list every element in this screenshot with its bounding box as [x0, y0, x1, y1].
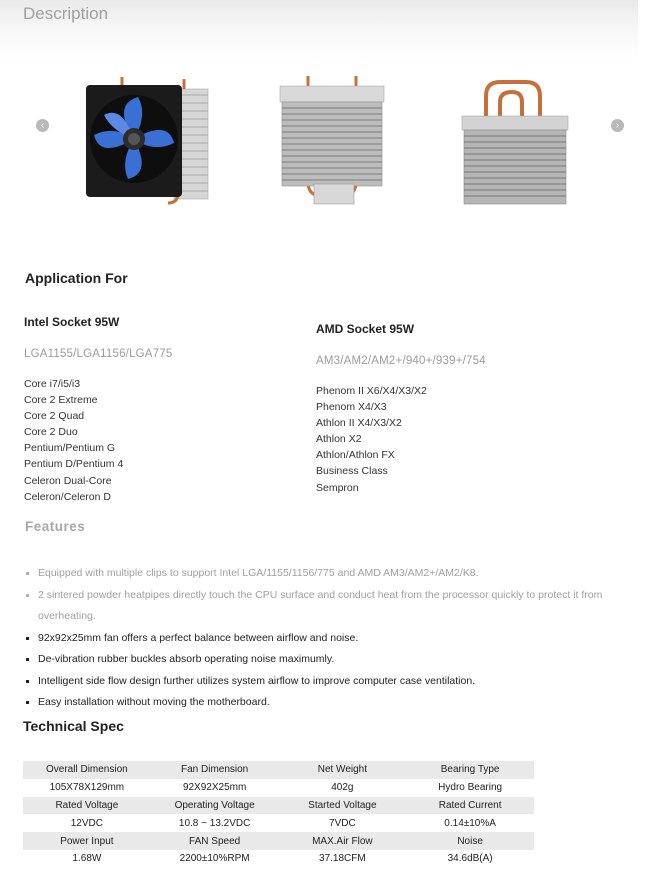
intel-cpu-list	[24, 376, 172, 505]
list-item: 2 sintered powder heatpipes directly touch the CPU surface and conduct heat from the processor quickly to protect it from overheating.	[24, 585, 636, 628]
features-heading: Features	[25, 519, 86, 534]
table-row	[23, 814, 534, 832]
table-cell: 7VDC	[279, 814, 407, 832]
list-item: Phenom II X6/X4/X3/X2	[316, 385, 427, 397]
table-cell: 34.6dB(A)	[406, 850, 534, 868]
technical-spec-heading: Technical Spec	[23, 718, 124, 734]
list-item: De-vibration rubber buckles absorb operating noise maximumly.	[24, 649, 636, 671]
list-item: Pentium/Pentium G	[24, 442, 116, 455]
bullet-icon	[26, 680, 29, 683]
list-item: Celeron/Celeron D	[24, 490, 111, 503]
amd-cpu-list	[316, 383, 486, 496]
bullet-icon	[26, 658, 29, 661]
table-cell: 2200±10%RPM	[151, 850, 279, 868]
product-image-side-view[interactable]	[456, 76, 574, 215]
list-item: Easy installation without moving the motherboard.	[24, 692, 636, 714]
bullet-icon	[26, 572, 29, 575]
table-cell: Fan Dimension	[151, 761, 279, 779]
list-item: 92x92x25mm fan offers a perfect balance between airflow and noise.	[24, 628, 636, 650]
table-cell: Rated Current	[406, 797, 534, 815]
list-item: Core 2 Duo	[24, 426, 78, 439]
table-cell: 37.18CFM	[279, 850, 407, 868]
bullet-icon	[26, 594, 29, 597]
table-cell: 10.8 ~ 13.2VDC	[151, 814, 279, 832]
table-row	[23, 832, 534, 850]
product-image-front-view[interactable]	[274, 72, 390, 213]
list-item: Sempron	[316, 481, 359, 494]
carousel-next-button[interactable]	[611, 119, 624, 132]
list-item: Equipped with multiple clips to support Intel LGA/1155/1156/775 and AMD AM3/AM2+/AM2/K8.	[24, 563, 636, 585]
table-cell: Hydro Bearing	[406, 779, 534, 797]
intel-socket-models: LGA1155/LGA1156/LGA775	[24, 348, 173, 360]
bullet-icon	[26, 701, 29, 704]
chevron-right-icon: ›	[615, 120, 620, 131]
list-item: Celeron Dual-Core	[24, 474, 112, 487]
features-list	[24, 563, 636, 714]
table-cell: Rated Voltage	[23, 797, 151, 815]
list-item: Athlon X2	[316, 433, 362, 446]
description-title: Description	[23, 4, 109, 23]
list-item: Phenom X4/X3	[316, 401, 387, 414]
amd-socket-column	[316, 322, 486, 496]
list-item: Athlon II X4/X3/X2	[316, 417, 402, 430]
amd-socket-title: AMD Socket 95W	[316, 322, 415, 336]
technical-spec-table	[23, 761, 534, 868]
list-item: Pentium D/Pentium 4	[24, 458, 124, 471]
table-cell: FAN Speed	[151, 832, 279, 850]
table-cell: 92X92X25mm	[151, 779, 279, 797]
table-cell: 105X78X129mm	[23, 779, 151, 797]
table-row	[23, 761, 534, 779]
intel-socket-column	[24, 315, 172, 505]
amd-socket-models: AM3/AM2/AM2+/940+/939+/754	[316, 355, 486, 367]
list-item: Core 2 Quad	[24, 410, 85, 423]
table-cell: 12VDC	[23, 814, 151, 832]
table-cell: 402g	[279, 779, 407, 797]
table-cell: Noise	[406, 832, 534, 850]
table-cell: 1.68W	[23, 850, 151, 868]
bullet-icon	[26, 637, 29, 640]
list-item: Core i7/i5/i3	[24, 378, 81, 390]
table-cell: 0.14±10%A	[406, 814, 534, 832]
list-item: Business Class	[316, 465, 388, 478]
chevron-left-icon: ‹	[40, 120, 45, 131]
table-cell: Bearing Type	[406, 761, 534, 779]
product-image-fan-view[interactable]	[82, 75, 212, 212]
table-row	[23, 797, 534, 815]
table-cell: Net Weight	[279, 761, 407, 779]
list-item: Core 2 Extreme	[24, 394, 98, 407]
application-for-heading: Application For	[25, 270, 128, 286]
list-item: Athlon/Athlon FX	[316, 449, 395, 462]
table-cell: Operating Voltage	[151, 797, 279, 815]
intel-socket-title: Intel Socket 95W	[24, 315, 120, 329]
table-cell: MAX.Air Flow	[279, 832, 407, 850]
table-cell: Overall Dimension	[23, 761, 151, 779]
table-cell: Power Input	[23, 832, 151, 850]
table-row	[23, 779, 534, 797]
carousel-prev-button[interactable]	[36, 119, 49, 132]
table-row	[23, 850, 534, 868]
table-cell: Started Voltage	[279, 797, 407, 815]
list-item: Intelligent side flow design further utilizes system airflow to improve computer case ventilation.	[24, 671, 636, 693]
